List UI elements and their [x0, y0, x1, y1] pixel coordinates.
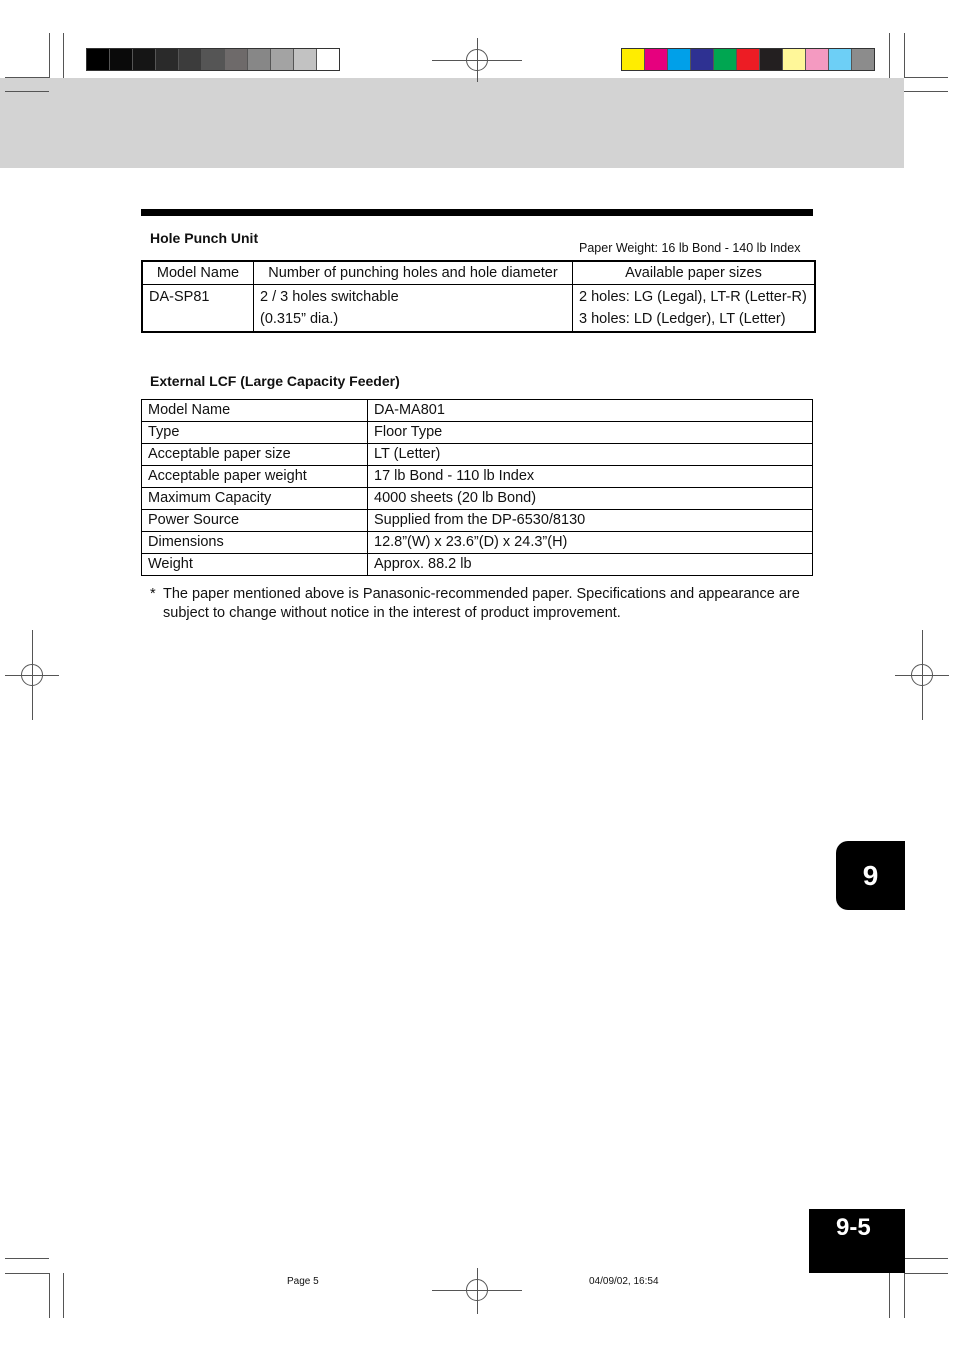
- print-footer-timestamp: 04/09/02, 16:54: [589, 1276, 659, 1287]
- holes-cell: [254, 285, 573, 333]
- color-swatch: [317, 49, 339, 70]
- section-rule: [141, 209, 813, 216]
- spec-label: Dimensions: [142, 532, 368, 554]
- spec-label: Model Name: [142, 400, 368, 422]
- registration-mark-right: [895, 630, 949, 720]
- spec-label: Power Source: [142, 510, 368, 532]
- registration-mark-bottom: [432, 1268, 522, 1314]
- color-swatch: [783, 49, 806, 70]
- header-paper-sizes: Available paper sizes: [573, 261, 816, 285]
- hole-punch-heading: Hole Punch Unit: [150, 230, 259, 246]
- color-swatch: [806, 49, 829, 70]
- grayscale-color-bar: [86, 48, 340, 71]
- color-swatch: [737, 49, 760, 70]
- color-swatch: [110, 49, 133, 70]
- crop-mark: [889, 1273, 890, 1318]
- spec-value: 12.8”(W) x 23.6”(D) x 24.3”(H): [368, 532, 813, 554]
- header-model-name: Model Name: [142, 261, 254, 285]
- color-swatch: [668, 49, 691, 70]
- color-swatch: [691, 49, 714, 70]
- color-swatch: [133, 49, 156, 70]
- color-swatch: [622, 49, 645, 70]
- spec-value: Floor Type: [368, 422, 813, 444]
- cmyk-color-bar: [621, 48, 875, 71]
- color-swatch: [294, 49, 317, 70]
- sizes-line: 3 holes: LD (Ledger), LT (Letter): [579, 311, 786, 327]
- table-row: [142, 510, 813, 532]
- spec-label: Maximum Capacity: [142, 488, 368, 510]
- print-footer-page: Page 5: [287, 1276, 319, 1287]
- table-row: [142, 554, 813, 576]
- crop-mark: [5, 1258, 49, 1259]
- holes-line: 2 / 3 holes switchable: [260, 289, 399, 305]
- spec-value: 4000 sheets (20 lb Bond): [368, 488, 813, 510]
- footnote-marker: *: [150, 586, 156, 602]
- chapter-tab: 9: [836, 841, 905, 910]
- crop-mark: [904, 91, 948, 92]
- color-swatch: [248, 49, 271, 70]
- holes-line: (0.315” dia.): [260, 311, 339, 327]
- crop-mark: [904, 1273, 905, 1318]
- footnote-text: The paper mentioned above is Panasonic-recommended paper. Specifications and appearance are subject to change without notice in the interest of product improvement.: [163, 586, 800, 621]
- registration-mark-left: [5, 630, 59, 720]
- header-punching-holes: Number of punching holes and hole diameter: [254, 261, 573, 285]
- lcf-spec-table: [141, 399, 813, 576]
- crop-mark: [904, 1258, 948, 1259]
- spec-value: Supplied from the DP-6530/8130: [368, 510, 813, 532]
- color-swatch: [225, 49, 248, 70]
- spec-value: Approx. 88.2 lb: [368, 554, 813, 576]
- table-row: [142, 285, 815, 333]
- sizes-line: 2 holes: LG (Legal), LT-R (Letter-R): [579, 289, 807, 305]
- color-swatch: [645, 49, 668, 70]
- model-cell: DA-SP81: [142, 285, 254, 333]
- color-swatch: [714, 49, 737, 70]
- crop-mark: [5, 1273, 49, 1274]
- hole-punch-table: [141, 260, 816, 333]
- spec-label: Weight: [142, 554, 368, 576]
- crop-mark: [5, 77, 49, 78]
- crop-mark: [904, 33, 905, 78]
- crop-mark: [904, 1273, 948, 1274]
- spec-label: Acceptable paper weight: [142, 466, 368, 488]
- table-row: [142, 488, 813, 510]
- paper-weight-note: Paper Weight: 16 lb Bond - 140 lb Index: [579, 241, 801, 255]
- color-swatch: [202, 49, 225, 70]
- registration-mark-top: [432, 38, 522, 82]
- spec-value: 17 lb Bond - 110 lb Index: [368, 466, 813, 488]
- crop-mark: [63, 33, 64, 78]
- color-swatch: [156, 49, 179, 70]
- page-number-box: [809, 1209, 905, 1273]
- sizes-cell: [573, 285, 816, 333]
- spec-label: Type: [142, 422, 368, 444]
- color-swatch: [271, 49, 294, 70]
- table-row: [142, 444, 813, 466]
- color-swatch: [760, 49, 783, 70]
- table-header-row: [142, 261, 815, 285]
- crop-mark: [49, 1273, 50, 1318]
- color-swatch: [852, 49, 874, 70]
- table-row: [142, 532, 813, 554]
- crop-mark: [889, 33, 890, 78]
- crop-mark: [49, 33, 50, 78]
- color-swatch: [87, 49, 110, 70]
- table-row: [142, 422, 813, 444]
- header-gray-band: [0, 78, 904, 168]
- color-swatch: [829, 49, 852, 70]
- footnote: [148, 585, 808, 623]
- page-number: 9-5: [836, 1214, 871, 1241]
- spec-value: LT (Letter): [368, 444, 813, 466]
- lcf-heading: External LCF (Large Capacity Feeder): [150, 373, 400, 389]
- table-row: [142, 466, 813, 488]
- table-row: [142, 400, 813, 422]
- crop-mark: [63, 1273, 64, 1318]
- crop-mark: [904, 77, 948, 78]
- crop-mark: [5, 91, 49, 92]
- color-swatch: [179, 49, 202, 70]
- spec-value: DA-MA801: [368, 400, 813, 422]
- spec-label: Acceptable paper size: [142, 444, 368, 466]
